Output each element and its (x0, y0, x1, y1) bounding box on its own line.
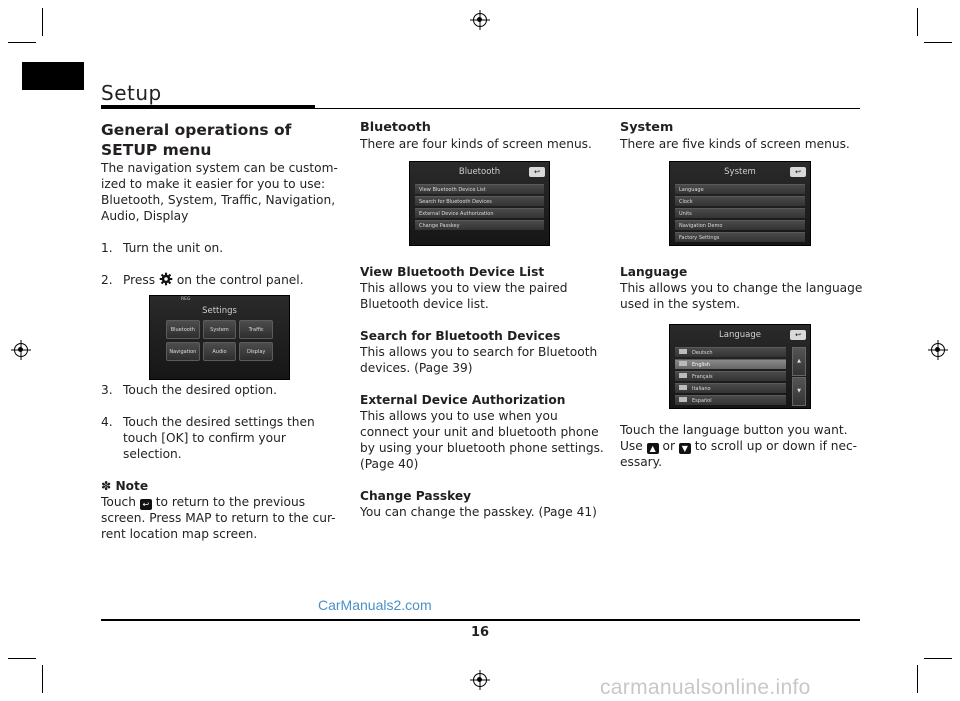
subheading: View Bluetooth Device List (360, 265, 545, 279)
scroll-instruction-or: or (662, 439, 675, 453)
language-label: Español (692, 398, 712, 404)
back-icon: ↩ (140, 499, 152, 510)
step-text: Touch the desired settings then touch [OK] to confirm your selection. (123, 415, 315, 461)
bluetooth-menu-item[interactable]: View Bluetooth Device List (415, 184, 544, 194)
bluetooth-menu-item[interactable]: External Device Authorization (415, 208, 544, 218)
heading-general-operations: General operations of SETUP menu (101, 121, 292, 159)
language-instruction: Touch the language button you want. (620, 423, 848, 437)
crop-mark (42, 665, 43, 693)
system-menu-item[interactable]: Factory Settings (675, 232, 805, 242)
step-2 (101, 272, 346, 288)
step-1 (101, 240, 346, 256)
scroll-instruction (620, 438, 865, 470)
language-option[interactable] (675, 395, 786, 405)
footer-watermark: carmanualsonline.info (600, 676, 811, 699)
registration-mark-icon (14, 343, 28, 357)
registration-mark-icon (931, 343, 945, 357)
section-body: This allows you to view the paired Bluetooth device list. (360, 281, 568, 311)
crop-mark (8, 42, 36, 43)
flag-icon (679, 385, 687, 390)
screen-title: Bluetooth (458, 167, 501, 177)
settings-screen (149, 295, 290, 380)
column-general-operations-cont (101, 382, 346, 542)
bluetooth-menu-item[interactable]: Change Passkey (415, 220, 544, 230)
column-general-operations (101, 120, 346, 288)
column-bluetooth (360, 120, 605, 152)
flag-icon (679, 397, 687, 402)
column-system (620, 120, 865, 152)
crop-mark (924, 658, 952, 659)
system-menu-item[interactable]: Clock (675, 196, 805, 206)
back-button[interactable]: ↩ (529, 167, 545, 177)
column-bluetooth-sections (360, 264, 605, 520)
screen-title: Language (719, 330, 761, 340)
settings-bluetooth-button[interactable]: Bluetooth (166, 320, 200, 339)
scroll-down-button[interactable]: ▼ (792, 377, 806, 406)
step-number: 3. (101, 383, 113, 397)
section-body: This allows you to change the language used in the system. (620, 281, 863, 311)
system-menu-item[interactable]: Language (675, 184, 805, 194)
language-option[interactable] (675, 371, 786, 381)
system-screen (669, 161, 811, 246)
settings-traffic-button[interactable]: Traffic (239, 320, 273, 339)
chapter-tab (22, 62, 84, 90)
language-screen (669, 324, 811, 409)
language-label: Français (692, 374, 713, 380)
column-language (620, 264, 865, 312)
language-label: Deutsch (692, 350, 713, 356)
note-text-post: to return to the previous screen. Press MAP to return to the cur-rent location map screen. (101, 495, 336, 541)
system-menu-item[interactable]: Navigation Demo (675, 220, 805, 230)
crop-mark (917, 665, 918, 693)
settings-system-button[interactable]: System (203, 320, 237, 339)
header-rule (315, 108, 860, 109)
step-number: 1. (101, 241, 113, 255)
note-text (101, 494, 346, 542)
gear-icon (159, 272, 173, 286)
screen-corner-label: REG (181, 297, 191, 302)
scroll-instruction-use: Use (620, 439, 643, 453)
flag-icon (679, 349, 687, 354)
section-body: This allows you to use when you connect your unit and bluetooth phone by using your bluetooth phone settings. (Page 40) (360, 409, 604, 471)
watermark: CarManuals2.com (318, 597, 432, 613)
section-body: You can change the passkey. (Page 41) (360, 505, 597, 519)
subheading: Change Passkey (360, 489, 472, 503)
language-label: Italiano (692, 386, 711, 392)
crop-mark (917, 8, 918, 36)
screen-title: Settings (202, 306, 237, 316)
subheading: Language (620, 265, 688, 279)
system-intro: There are five kinds of screen menus. (620, 137, 850, 151)
language-label: English (692, 362, 711, 368)
bluetooth-menu-item[interactable]: Search for Bluetooth Devices (415, 196, 544, 206)
section-title: Setup (101, 81, 162, 105)
scroll-up-button[interactable]: ▲ (792, 347, 806, 376)
subheading: External Device Authorization (360, 393, 566, 407)
registration-mark-icon (473, 13, 487, 27)
step-text: Touch the desired option. (123, 383, 277, 397)
back-button[interactable]: ↩ (790, 330, 806, 340)
settings-navigation-button[interactable]: Navigation (166, 342, 200, 361)
crop-mark (42, 8, 43, 36)
crop-mark (8, 658, 36, 659)
settings-audio-button[interactable]: Audio (203, 342, 237, 361)
flag-icon (679, 373, 687, 378)
scroll-up-icon: ▲ (647, 443, 659, 454)
step-text: Turn the unit on. (123, 241, 224, 255)
step-text: Press (123, 273, 156, 287)
settings-display-button[interactable]: Display (239, 342, 273, 361)
language-option-selected[interactable] (675, 359, 786, 369)
crop-mark (924, 42, 952, 43)
note-text-pre: Touch (101, 495, 136, 509)
step-text: on the control panel. (176, 273, 304, 287)
heading-bluetooth: Bluetooth (360, 120, 431, 135)
step-4 (101, 414, 346, 462)
back-button[interactable]: ↩ (790, 167, 806, 177)
note-title: ✽ Note (101, 479, 149, 493)
step-number: 4. (101, 415, 113, 429)
subheading: Search for Bluetooth Devices (360, 329, 561, 343)
scroll-down-icon: ▼ (679, 443, 691, 454)
scroll-instruction-tail: to scroll up or down if nec-essary. (620, 439, 858, 469)
column-language-tail (620, 422, 865, 470)
header-rule (101, 105, 315, 109)
registration-mark-icon (473, 673, 487, 687)
bluetooth-screen (409, 161, 550, 246)
step-number: 2. (101, 273, 113, 287)
intro-text: The navigation system can be custom-ized to make it easier for you to use: Bluetooth, System, Traffic, Navigation, Audio, Display (101, 161, 338, 223)
step-3 (101, 382, 346, 398)
flag-icon (679, 361, 687, 366)
heading-system: System (620, 120, 674, 135)
language-option[interactable] (675, 347, 786, 357)
page-number: 16 (470, 625, 490, 640)
screen-title: System (724, 167, 756, 177)
system-menu-item[interactable]: Units (675, 208, 805, 218)
language-option[interactable] (675, 383, 786, 393)
section-body: This allows you to search for Bluetooth devices. (Page 39) (360, 345, 598, 375)
footer-rule (101, 619, 860, 621)
bluetooth-intro: There are four kinds of screen menus. (360, 137, 592, 151)
